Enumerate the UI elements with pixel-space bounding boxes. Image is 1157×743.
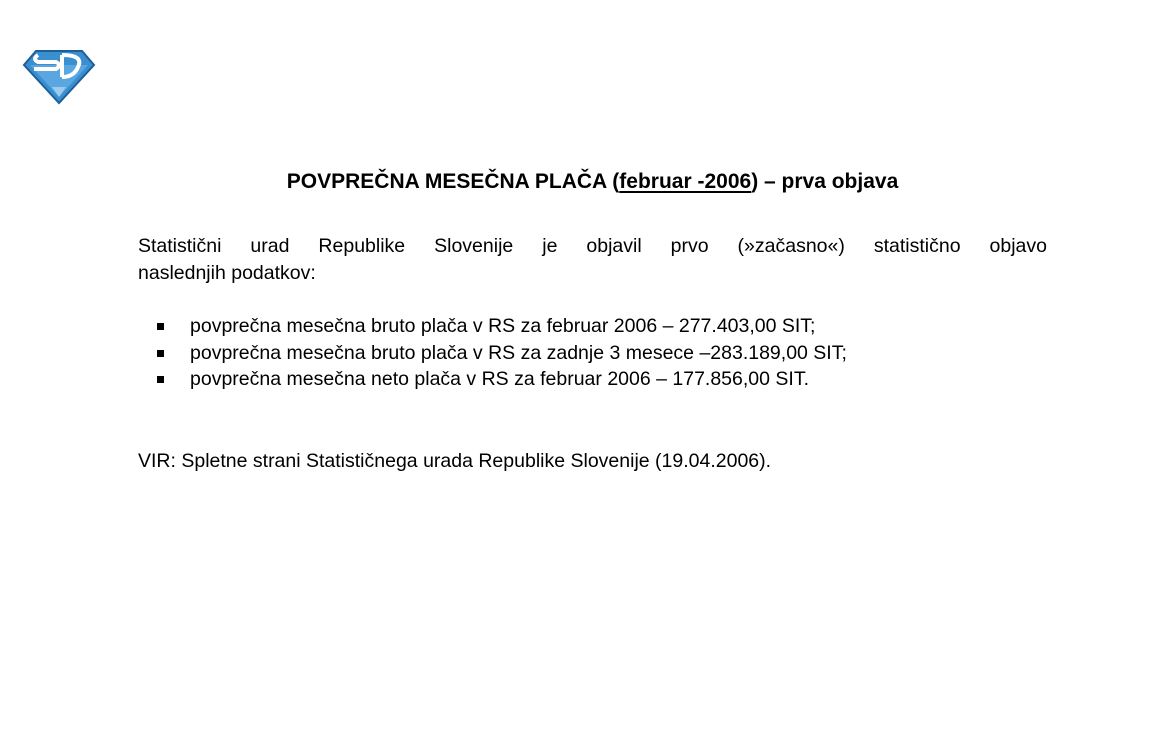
intro-paragraph xyxy=(138,233,1047,287)
sd-logo-icon xyxy=(22,47,96,105)
intro-line-2: naslednjih podatkov: xyxy=(138,262,316,284)
document-title xyxy=(0,170,1157,194)
list-item-text: povprečna mesečna neto plača v RS za februar 2006 – 177.856,00 SIT. xyxy=(190,368,809,390)
bullet-square-icon xyxy=(157,376,164,383)
intro-line-1: Statistični urad Republike Slovenije je objavil prvo (»začasno«) statistično objavo xyxy=(138,235,1047,257)
salary-list xyxy=(138,313,1058,393)
bullet-square-icon xyxy=(157,350,164,357)
list-item-text: povprečna mesečna bruto plača v RS za februar 2006 – 277.403,00 SIT; xyxy=(190,315,816,337)
source-note: VIR: Spletne strani Statističnega urada Republike Slovenije (19.04.2006). xyxy=(138,450,772,472)
bullet-square-icon xyxy=(157,323,164,330)
list-item xyxy=(138,340,1058,367)
list-item xyxy=(138,366,1058,393)
list-item-text: povprečna mesečna bruto plača v RS za zadnje 3 mesece –283.189,00 SIT; xyxy=(190,341,847,364)
title-prefix: POVPREČNA MESEČNA PLAČA ( xyxy=(286,170,620,193)
title-period: februar -2006 xyxy=(619,170,752,193)
list-item xyxy=(138,313,1058,340)
title-suffix: ) – prva objava xyxy=(751,170,899,193)
